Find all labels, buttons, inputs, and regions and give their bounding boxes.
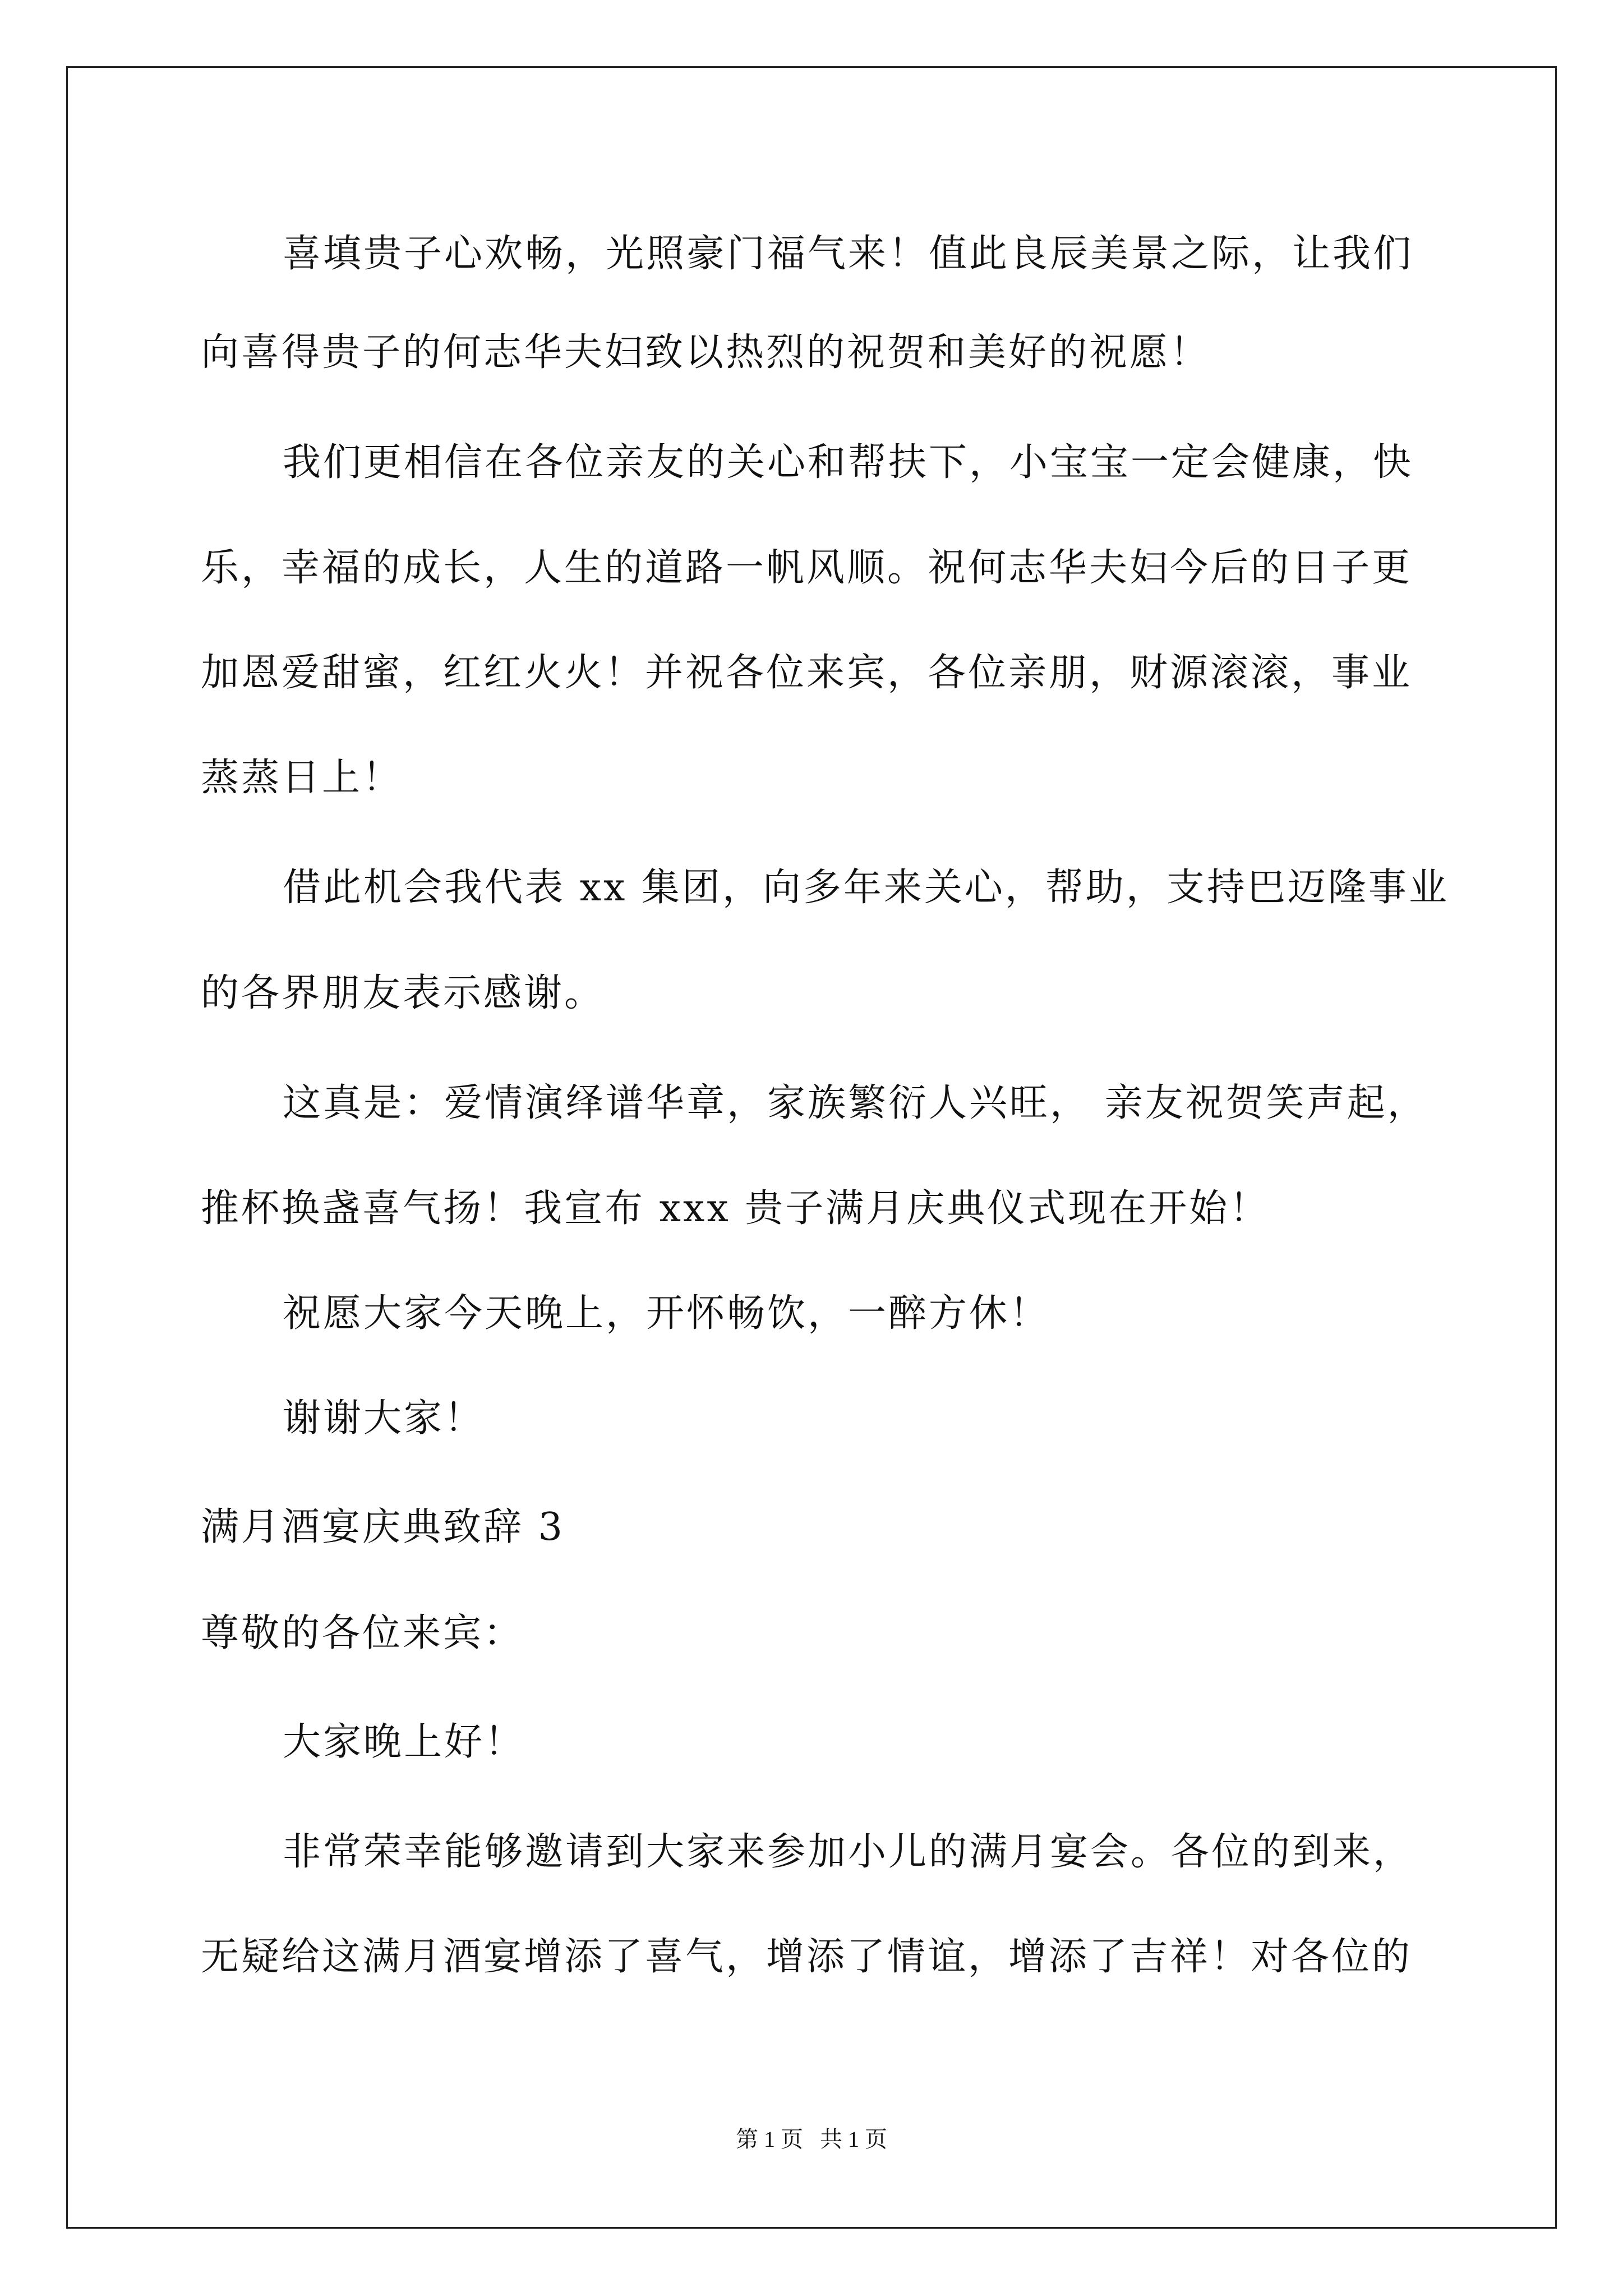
page-footer [0,2124,1623,2155]
paragraph-6-line-1: 谢谢大家！ [283,1396,485,1441]
paragraph-1-line-2: 向喜得贵子的何志华夫妇致以热烈的祝贺和美好的祝愿！ [201,330,1211,375]
greeting: 大家晚上好！ [283,1720,525,1764]
paragraph-2-line-1: 我们更相信在各位亲友的关心和帮扶下，小宝宝一定会健康，快 [283,440,1414,485]
page-number: 第 1 页 [736,2127,803,2152]
paragraph-3-line-1: 借此机会我代表 xx 集团，向多年来关心，帮助，支持巴迈隆事业 [283,866,1449,910]
paragraph-2-line-4: 蒸蒸日上！ [201,756,403,800]
paragraph-2-line-3: 加恩爱甜蜜，红红火火！并祝各位来宾，各位亲朋，财源滚滚，事业 [201,651,1413,695]
closing-paragraph-line-2: 无疑给这满月酒宴增添了喜气，增添了情谊，增添了吉祥！对各位的 [201,1935,1413,1979]
salutation: 尊敬的各位来宾： [201,1611,524,1655]
page-total: 共 1 页 [820,2127,887,2152]
closing-paragraph-line-1: 非常荣幸能够邀请到大家来参加小儿的满月宴会。各位的到来， [283,1830,1414,1874]
paragraph-3-line-2: 的各界朋友表示感谢。 [201,971,605,1015]
paragraph-4-line-2: 推杯换盏喜气扬！我宣布 xxx 贵子满月庆典仪式现在开始！ [201,1186,1270,1231]
page-border [66,66,1557,2229]
paragraph-5-line-1: 祝愿大家今天晚上，开怀畅饮，一醉方休！ [283,1291,1050,1336]
paragraph-4-line-1: 这真是：爱情演绎谱华章，家族繁衍人兴旺， 亲友祝贺笑声起， [283,1081,1428,1125]
paragraph-2-line-2: 乐，幸福的成长，人生的道路一帆风顺。祝何志华夫妇今后的日子更 [201,546,1413,590]
section-title: 满月酒宴庆典致辞 3 [201,1505,565,1549]
paragraph-1-line-1: 喜填贵子心欢畅，光照豪门福气来！值此良辰美景之际，让我们 [283,232,1414,276]
